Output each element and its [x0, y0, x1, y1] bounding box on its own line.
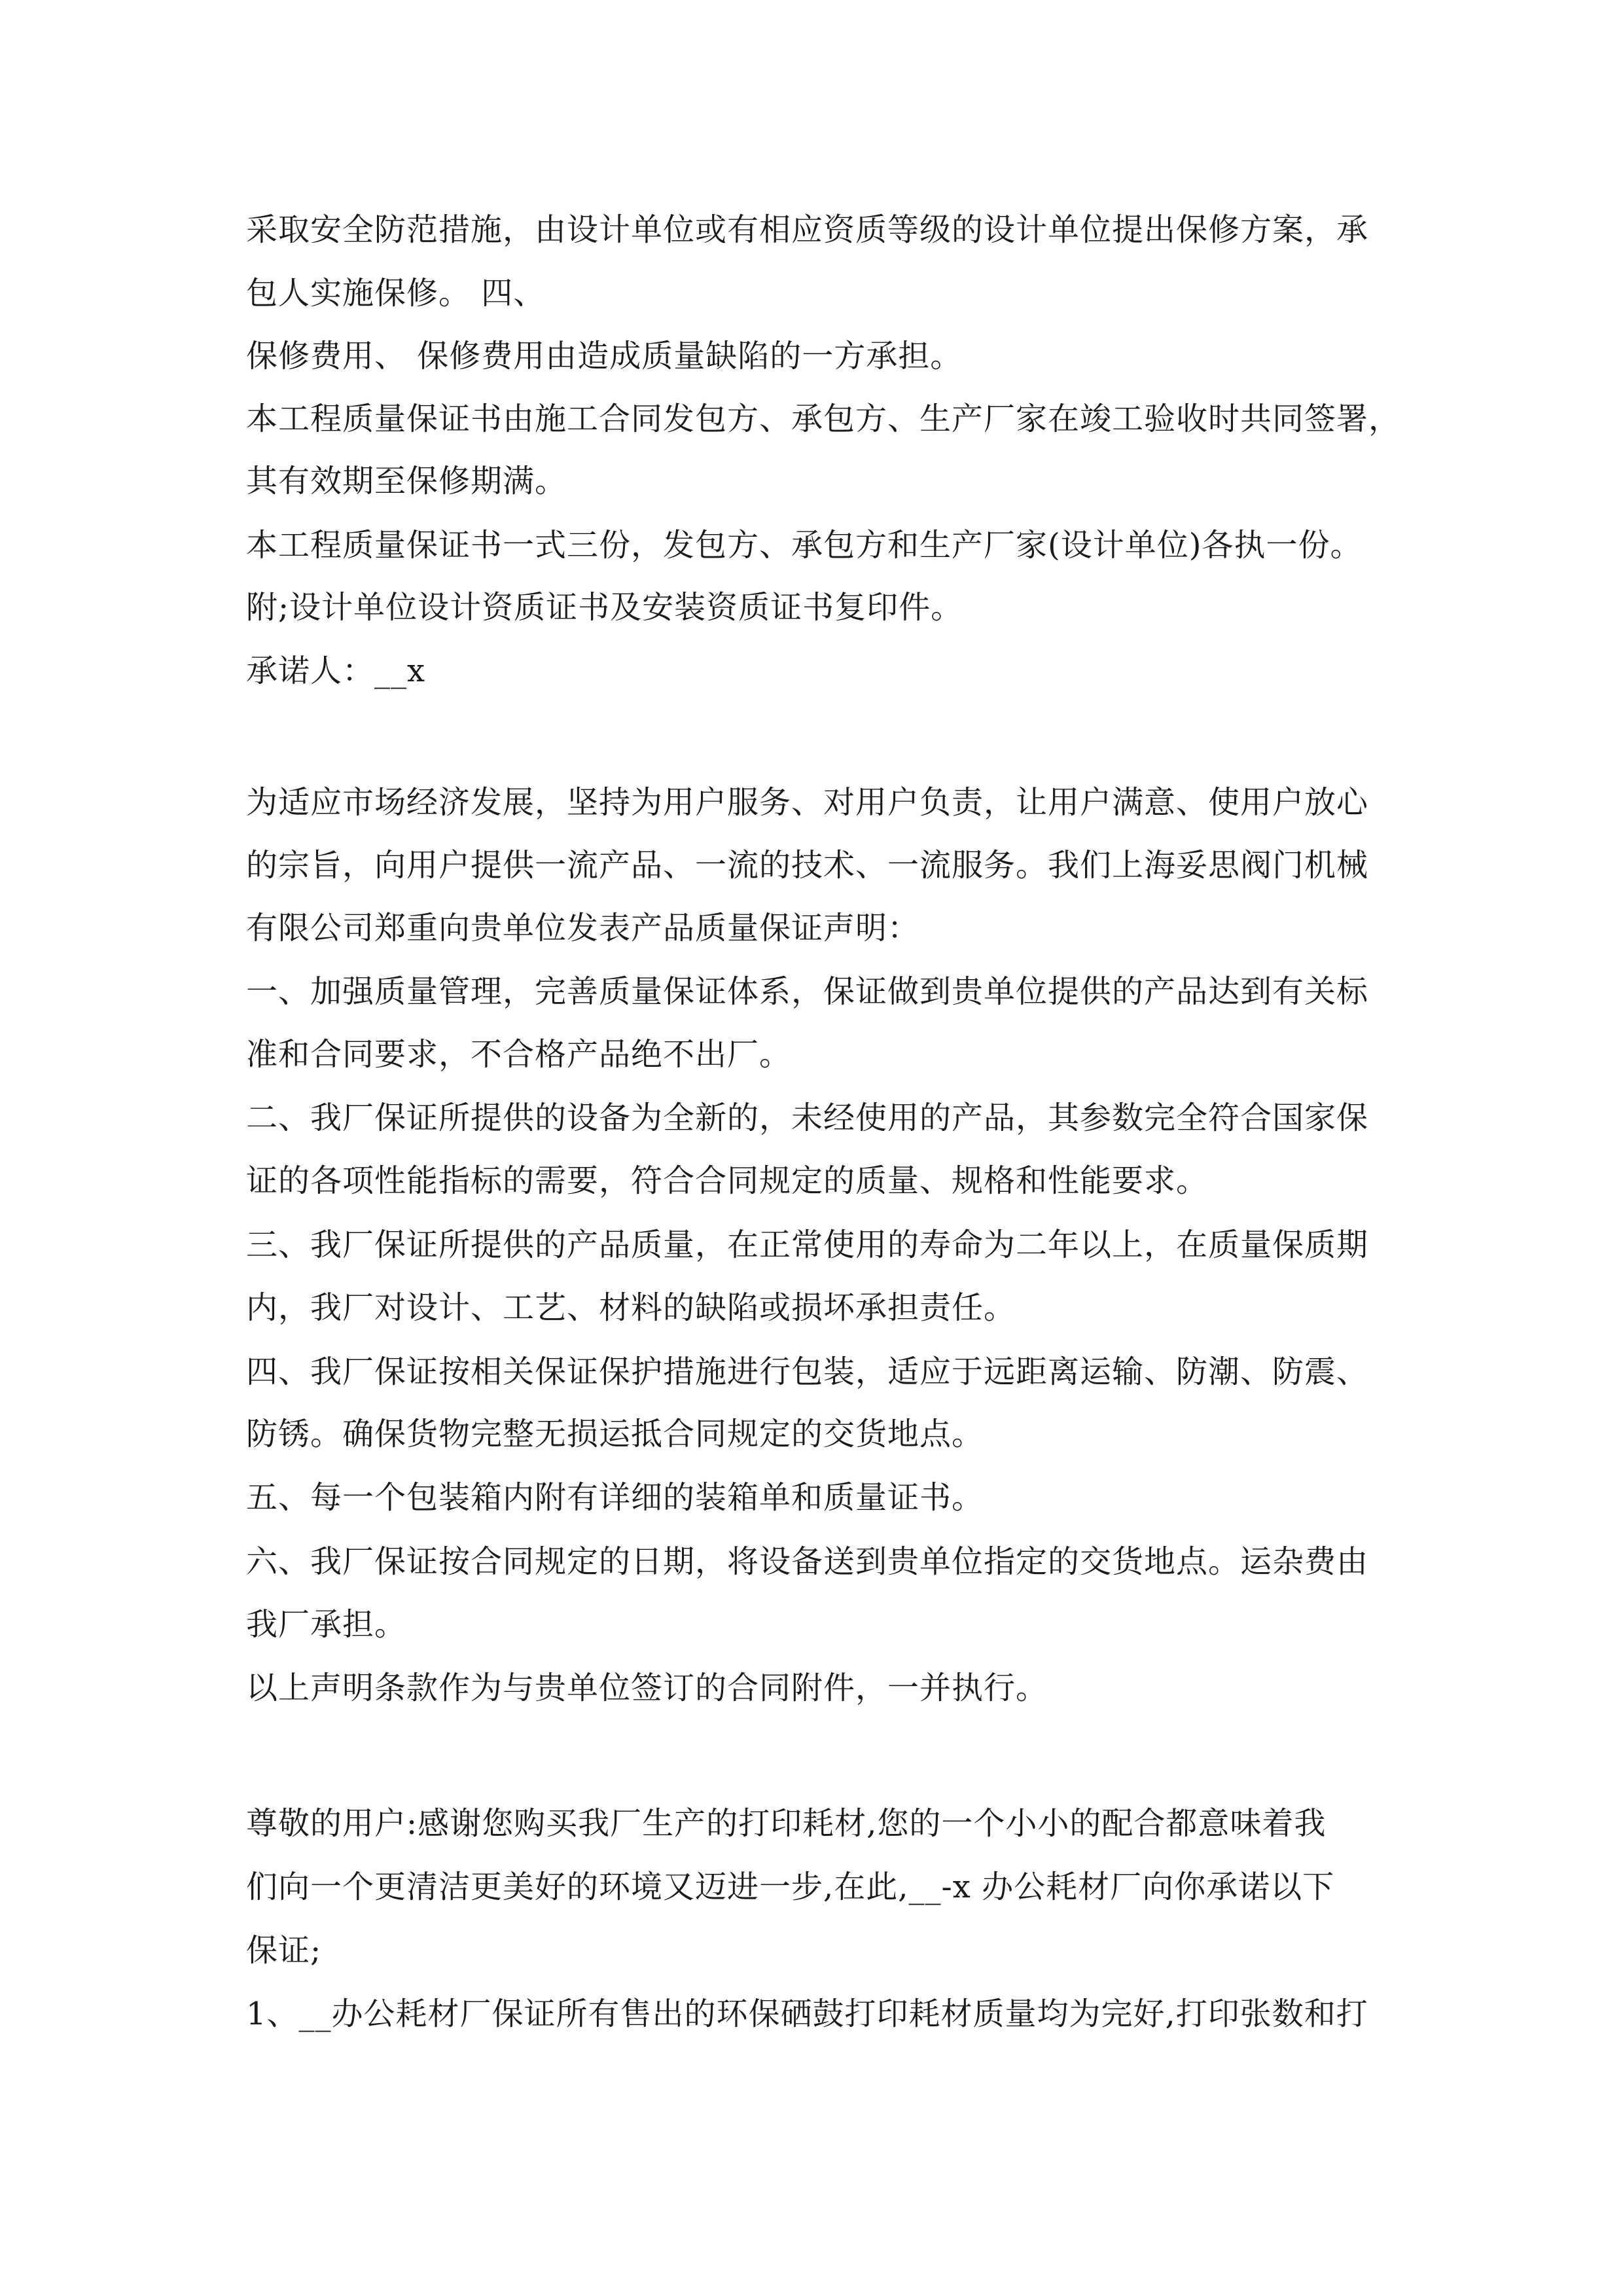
paragraph-line: 采取安全防范措施，由设计单位或有相应资质等级的设计单位提出保修方案，承 — [246, 211, 1369, 248]
list-item-line: 防锈。确保货物完整无损运抵合同规定的交货地点。 — [246, 1416, 984, 1452]
paragraph-line: 附;设计单位设计资质证书及安装资质证书复印件。 — [246, 589, 963, 626]
paragraph-line: 尊敬的用户:感谢您购买我厂生产的打印耗材,您的一个小小的配合都意味着我 — [246, 1805, 1327, 1842]
list-item-line: 我厂承担。 — [246, 1606, 407, 1643]
list-item-line: 1、__办公耗材厂保证所有售出的环保硒鼓打印耗材质量均为完好,打印张数和打 — [246, 1996, 1368, 2032]
list-item-line: 一、加强质量管理，完善质量保证体系，保证做到贵单位提供的产品达到有关标 — [246, 973, 1369, 1010]
list-item-line: 三、我厂保证所提供的产品质量，在正常使用的寿命为二年以上，在质量保质期 — [246, 1227, 1369, 1263]
paragraph-line: 本工程质量保证书由施工合同发包方、承包方、生产厂家在竣工验收时共同签署， — [246, 401, 1401, 437]
paragraph-line: 保证; — [246, 1932, 322, 1969]
paragraph-line: 包人实施保修。 四、 — [246, 275, 546, 312]
paragraph-line: 为适应市场经济发展，坚持为用户服务、对用户负责，让用户满意、使用户放心 — [246, 784, 1369, 821]
list-item-line: 准和合同要求，不合格产品绝不出厂。 — [246, 1036, 792, 1073]
list-item-line: 六、我厂保证按合同规定的日期，将设备送到贵单位指定的交货地点。运杂费由 — [246, 1543, 1369, 1580]
paragraph-line: 们向一个更清洁更美好的环境又迈进一步,在此,__-x 办公耗材厂向你承诺以下 — [246, 1869, 1335, 1905]
list-item-line: 内，我厂对设计、工艺、材料的缺陷或损坏承担责任。 — [246, 1289, 1016, 1326]
paragraph-line: 以上声明条款作为与贵单位签订的合同附件，一并执行。 — [246, 1670, 1048, 1706]
list-item-line: 证的各项性能指标的需要，符合合同规定的质量、规格和性能要求。 — [246, 1162, 1209, 1199]
list-item-line: 二、我厂保证所提供的设备为全新的，未经使用的产品，其参数完全符合国家保 — [246, 1100, 1369, 1136]
paragraph-line: 有限公司郑重向贵单位发表产品质量保证声明： — [246, 910, 920, 946]
paragraph-line: 本工程质量保证书一式三份，发包方、承包方和生产厂家(设计单位)各执一份。 — [246, 527, 1363, 564]
list-item-line: 四、我厂保证按相关保证保护措施进行包装，适应于远距离运输、防潮、防震、 — [246, 1354, 1369, 1390]
paragraph-line: 的宗旨，向用户提供一流产品、一流的技术、一流服务。我们上海妥思阀门机械 — [246, 847, 1369, 884]
promisor-signature-line: 承诺人：__x — [246, 653, 426, 689]
paragraph-line: 保修费用、 保修费用由造成质量缺陷的一方承担。 — [246, 338, 963, 374]
list-item-line: 五、每一个包装箱内附有详细的装箱单和质量证书。 — [246, 1479, 984, 1516]
paragraph-line: 其有效期至保修期满。 — [246, 463, 567, 499]
